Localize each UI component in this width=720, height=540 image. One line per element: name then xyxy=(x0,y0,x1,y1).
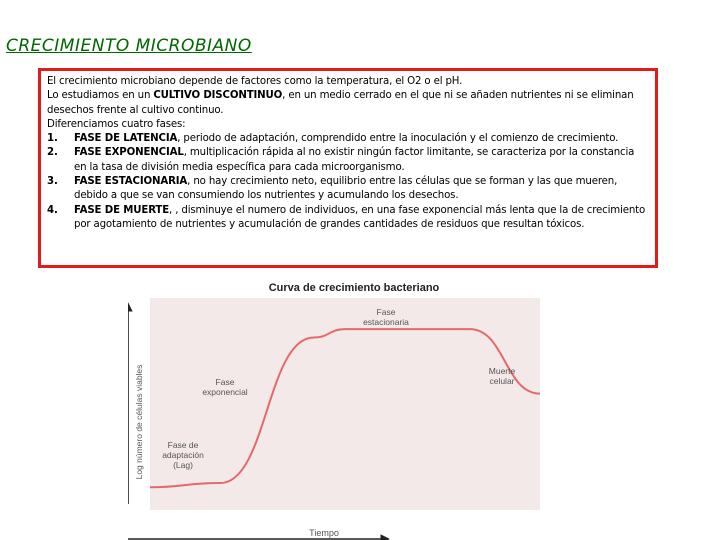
intro-line-2-pre: Lo estudiamos en un xyxy=(47,90,154,102)
phase-label-line: adaptación xyxy=(162,450,204,460)
phase-label-line: exponencial xyxy=(202,387,248,397)
phase-name: FASE EXPONENCIAL xyxy=(74,147,184,159)
phase-label-line: estacionaria xyxy=(363,317,409,327)
phase-item-4 xyxy=(47,204,649,233)
phase-description: , , disminuye el numero de individuos, en una fase exponencial más lenta que la de crecimiento por agotamiento de nutrientes y acumulación de grandes cantidades de residuos que resultan tóxicos. xyxy=(74,204,646,230)
y-axis-label: Log número de células viables xyxy=(134,364,144,480)
cultivo-discontinuo-term: CULTIVO DISCONTINUO xyxy=(153,90,283,102)
phase-item-2 xyxy=(47,146,649,175)
phase-description: , no hay crecimiento neto, equilibrio entre las células que se forman y las que mueren, debido a que se van consumiendo los nutrientes y acumulando los desechos. xyxy=(74,176,618,202)
growth-curve-chart xyxy=(128,274,568,540)
x-axis-label: Tiempo xyxy=(309,528,339,538)
phase-description: , periodo de adaptación, comprendido entre la inoculación y el comienzo de crecimiento. xyxy=(177,133,619,145)
chart-title: Curva de crecimiento bacteriano xyxy=(268,282,440,294)
phase-item-1 xyxy=(47,132,649,146)
phase-name: FASE DE LATENCIA xyxy=(74,133,178,145)
phase-label-line: (Lag) xyxy=(173,460,193,470)
summary-box xyxy=(38,68,658,268)
phase-number: 1. xyxy=(47,133,58,145)
phase-label-4 xyxy=(489,366,516,386)
phase-label-line: Fase de xyxy=(167,440,199,450)
intro-line-3: Diferenciamos cuatro fases: xyxy=(47,118,186,130)
intro-line-2 xyxy=(47,89,649,118)
phase-number: 4. xyxy=(47,204,58,216)
phase-label-line: Muerte xyxy=(488,366,516,376)
phase-label-line: Fase xyxy=(215,377,235,387)
phase-label-line: Fase xyxy=(376,307,396,317)
phase-label-line: celular xyxy=(489,376,515,386)
intro-line-2-post: , en un medio cerrado en el que ni se añaden nutrientes ni se eliminan desechos frente al cultivo continuo. xyxy=(47,90,634,116)
intro-line-1: El crecimiento microbiano depende de factores como la temperatura, el O2 o el pH. xyxy=(47,76,463,87)
phase-number: 2. xyxy=(47,147,58,159)
phase-item-3 xyxy=(47,175,649,204)
phase-description: , multiplicación rápida al no existir ningún factor limitante, se caracteriza por la constancia en la tasa de división media específica para cada microorganismo. xyxy=(74,147,635,173)
phase-name: FASE ESTACIONARIA xyxy=(74,176,188,188)
page-title: CRECIMIENTO MICROBIANO xyxy=(6,36,252,56)
phase-number: 3. xyxy=(47,176,58,188)
phase-name: FASE DE MUERTE xyxy=(74,204,170,216)
